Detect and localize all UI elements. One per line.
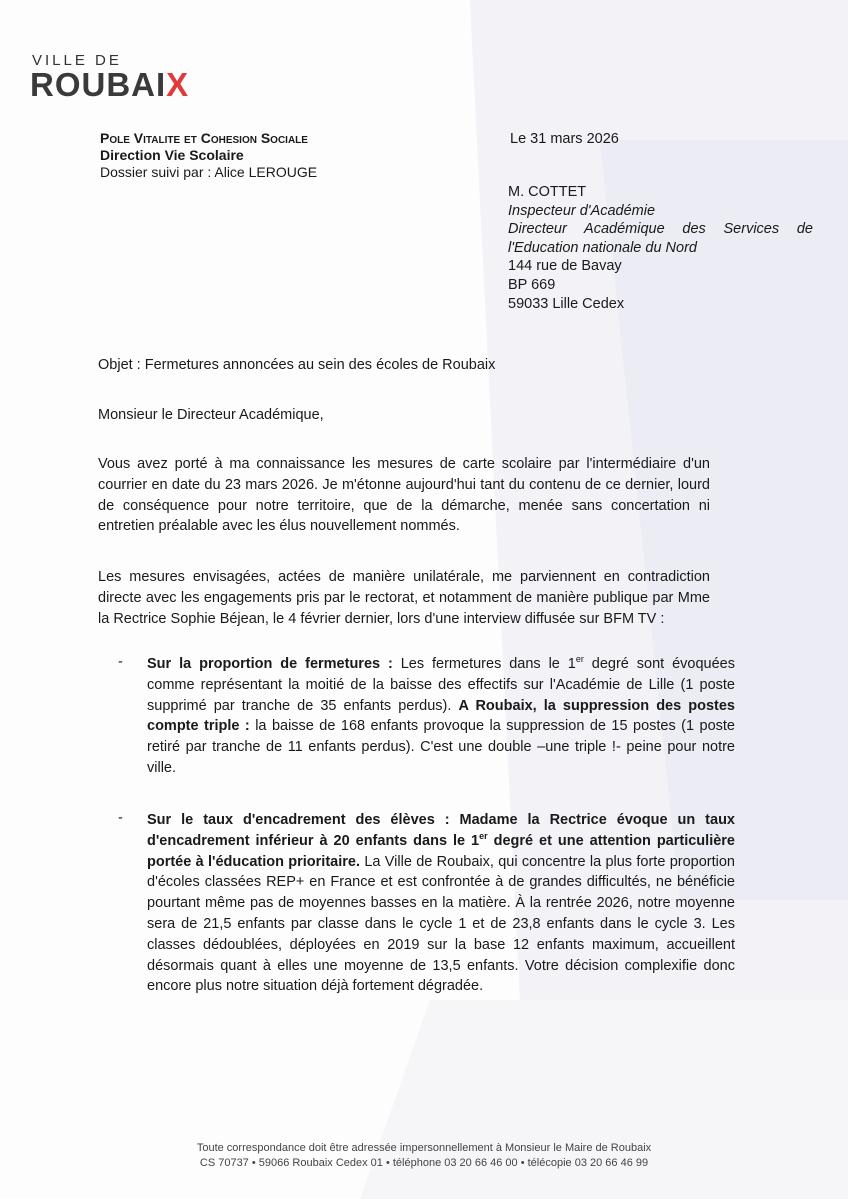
recipient-city: 59033 Lille Cedex (508, 295, 625, 312)
sender-direction: Direction Vie Scolaire (100, 147, 244, 163)
logo-subtitle: VILLE DE (32, 52, 122, 69)
letter-date: Le 31 mars 2026 (510, 131, 619, 147)
paragraph-1: Vous avez porté à ma connaissance les mesures de carte scolaire par l'intermédiaire d'un courrier en date du 23 mars 2026. Je m'étonne aujourd'hui tant du contenu de ce dernier, lourd de conséquence pour notre territoire, que de la démarche, menée sans concertation ni entretien préalable avec les élus nouvellement nommés. (98, 456, 710, 535)
footer-line-1: Toute correspondance doit être adressée impersonnellement à Monsieur le Maire de Roubaix (196, 1142, 652, 1154)
logo-wordmark: ROUBAIX (30, 66, 190, 103)
recipient-title-2: Directeur Académique des Services de l'Education nationale du Nord (508, 221, 813, 256)
letter-object: Objet : Fermetures annoncées au sein des écoles de Roubaix (98, 357, 496, 373)
bullet-item-1: Sur la proportion de fermetures : Les fermetures dans le 1er degré sont évoquées comme représentant la moitié de la baisse des effectifs sur l'Académie de Lille (1 poste supprimé par tranche de 35 enfants perdus). A Roubaix, la suppression des postes compte triple : la baisse de 168 enfants provoque la suppression de 15 postes (1 poste retiré par tranche de 11 enfants perdus). C'est une double –une triple !- peine pour notre ville. (147, 654, 735, 776)
recipient-bp: BP 669 (508, 276, 556, 293)
logo-x-mark: X (166, 66, 190, 103)
sender-block (100, 130, 317, 181)
letter-salutation: Monsieur le Directeur Académique, (98, 407, 324, 423)
recipient-title-1: Inspecteur d'Académie (508, 202, 656, 219)
recipient-name: M. COTTET (508, 184, 587, 200)
bullet-marker-1: - (118, 654, 123, 670)
recipient-block (508, 183, 813, 313)
bullet-marker-2: - (118, 810, 123, 826)
sender-dossier: Dossier suivi par : Alice LEROUGE (100, 164, 318, 180)
city-logo (30, 52, 189, 104)
paragraph-2: Les mesures envisagées, actées de manière unilatérale, me parviennent en contradiction directe avec les engagements pris par le rectorat, et notamment de manière publique par Mme la Rectrice Sophie Béjean, le 4 février dernier, lors d'une interview diffusée sur BFM TV : (98, 569, 710, 627)
sender-pole: Pole Vitalite et Cohesion Sociale (100, 130, 308, 146)
bullet-item-2: Sur le taux d'encadrement des élèves : Madame la Rectrice évoque un taux d'encadrement inférieur à 20 enfants dans le 1er degré et une attention particulière portée à l'éducation prioritaire. La Ville de Roubaix, qui concentre la plus forte proportion d'écoles classées REP+ en France et est confrontée à de grandes difficultés, ne bénéficie pourtant même pas de moyennes basses en la matière. À la rentrée 2026, notre moyenne sera de 21,5 enfants par classe dans le cycle 1 et de 23,8 enfants dans le cycle 3. Les classes dédoublées, déployées en 2019 sur la base 12 enfants maximum, accueillent désormais quant à elles une moyenne de 13,5 enfants. Votre décision complexifie donc encore plus notre situation déjà fortement dégradée. (147, 812, 735, 995)
recipient-street: 144 rue de Bavay (508, 258, 622, 275)
footer-line-2: CS 70737 • 59066 Roubaix Cedex 01 • téléphone 03 20 66 46 00 • télécopie 03 20 66 46 99 (199, 1157, 649, 1169)
